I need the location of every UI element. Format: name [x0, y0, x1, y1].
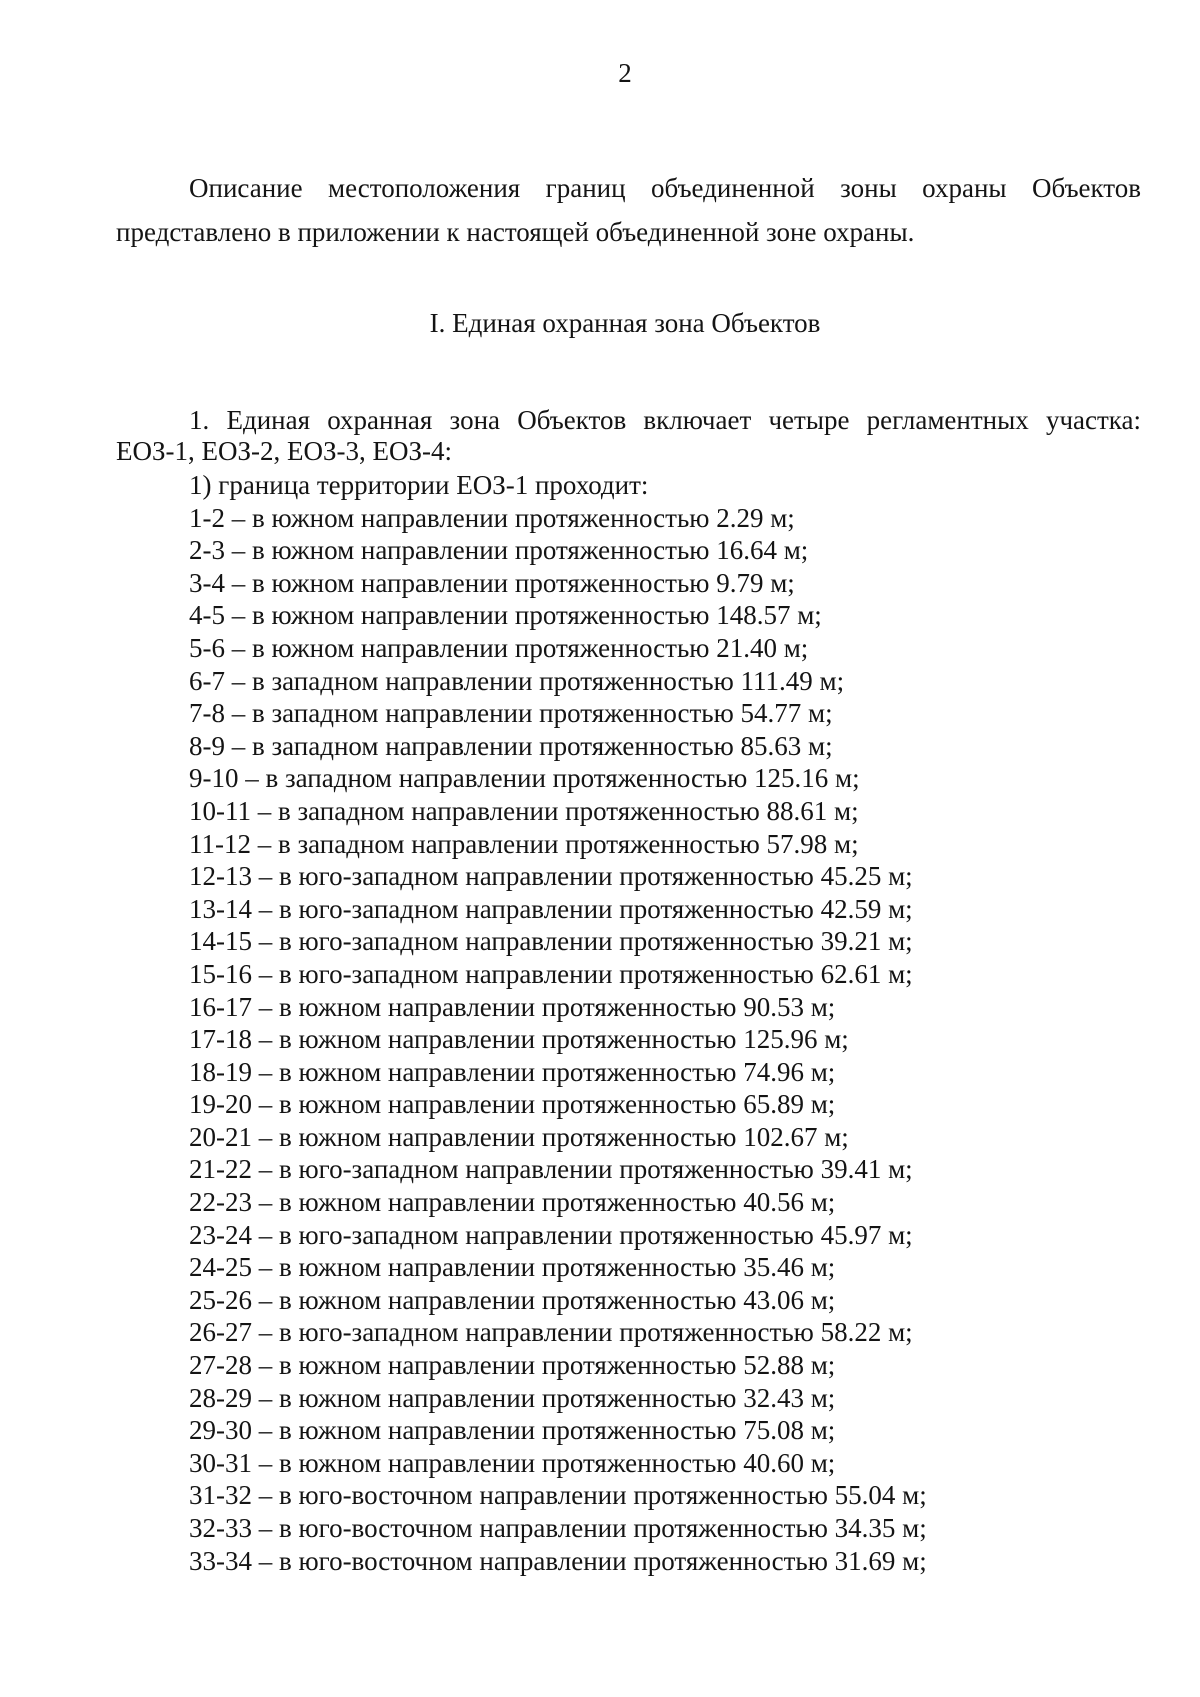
paragraph-1: 1. Единая охранная зона Объектов включает четыре регламентных участка: ЕОЗ-1, ЕОЗ-2, ЕОЗ-3, ЕОЗ-4: [116, 405, 1141, 466]
boundary-line: 32-33 – в юго-восточном направлении протяженностью 34.35 м; [189, 1513, 927, 1543]
boundary-line: 10-11 – в западном направлении протяженностью 88.61 м; [189, 795, 859, 826]
boundary-line: 24-25 – в южном направлении протяженностью 35.46 м; [189, 1252, 836, 1283]
boundary-line: 27-28 – в южном направлении протяженностью 52.88 м; [189, 1350, 836, 1381]
boundary-line: 30-31 – в южном направлении протяженностью 40.60 м; [189, 1447, 836, 1478]
boundary-line: 1-2 – в южном направлении протяженностью 2.29 м; [189, 502, 795, 533]
boundary-line: 1) граница территории ЕОЗ-1 проходит: [189, 470, 649, 500]
boundary-line: 4-5 – в южном направлении протяженностью 148.57 м; [189, 600, 822, 631]
boundary-line: 25-26 – в южном направлении протяженностью 43.06 м; [189, 1284, 836, 1315]
boundary-line: 20-21 – в южном направлении протяженностью 102.67 м; [189, 1121, 849, 1152]
boundary-line: 31-32 – в юго-восточном направлении протяженностью 55.04 м; [189, 1480, 927, 1511]
boundary-line: 13-14 – в юго-западном направлении протяженностью 42.59 м; [189, 893, 913, 924]
boundary-line: 7-8 – в западном направлении протяженностью 54.77 м; [189, 698, 833, 729]
section-title: I. Единая охранная зона Объектов [429, 308, 821, 338]
boundary-line: 19-20 – в южном направлении протяженностью 65.89 м; [189, 1089, 836, 1120]
boundary-line: 18-19 – в южном направлении протяженностью 74.96 м; [189, 1056, 836, 1087]
boundary-line: 9-10 – в западном направлении протяженностью 125.16 м; [189, 763, 860, 794]
boundary-line: 3-4 – в южном направлении протяженностью 9.79 м; [189, 567, 795, 598]
boundary-line: 14-15 – в юго-западном направлении протяженностью 39.21 м; [189, 926, 913, 957]
boundary-line: 5-6 – в южном направлении протяженностью 21.40 м; [189, 632, 809, 663]
boundary-list [189, 469, 1139, 1577]
page-number: 2 [618, 58, 632, 88]
boundary-line: 17-18 – в южном направлении протяженностью 125.96 м; [189, 1024, 849, 1055]
boundary-line: 21-22 – в юго-западном направлении протяженностью 39.41 м; [189, 1154, 913, 1185]
boundary-line: 2-3 – в южном направлении протяженностью 16.64 м; [189, 535, 809, 566]
boundary-line: 12-13 – в юго-западном направлении протяженностью 45.25 м; [189, 861, 913, 892]
boundary-line: 11-12 – в западном направлении протяженностью 57.98 м; [189, 828, 859, 859]
boundary-line: 16-17 – в южном направлении протяженностью 90.53 м; [189, 991, 836, 1022]
boundary-line: 15-16 – в юго-западном направлении протяженностью 62.61 м; [189, 958, 913, 989]
boundary-line: 33-34 – в юго-восточном направлении протяженностью 31.69 м; [189, 1545, 927, 1576]
boundary-line: 29-30 – в южном направлении протяженностью 75.08 м; [189, 1415, 836, 1446]
boundary-line: 22-23 – в южном направлении протяженностью 40.56 м; [189, 1187, 836, 1218]
boundary-line: 6-7 – в западном направлении протяженностью 111.49 м; [189, 665, 845, 696]
intro-paragraph: Описание местоположения границ объединенной зоны охраны Объектов представлено в приложении к настоящей объединенной зоне охраны. [116, 173, 1141, 247]
boundary-line: 8-9 – в западном направлении протяженностью 85.63 м; [189, 730, 833, 761]
boundary-line: 28-29 – в южном направлении протяженностью 32.43 м; [189, 1382, 836, 1413]
boundary-line: 26-27 – в юго-западном направлении протяженностью 58.22 м; [189, 1317, 913, 1348]
boundary-line: 23-24 – в юго-западном направлении протяженностью 45.97 м; [189, 1219, 913, 1250]
